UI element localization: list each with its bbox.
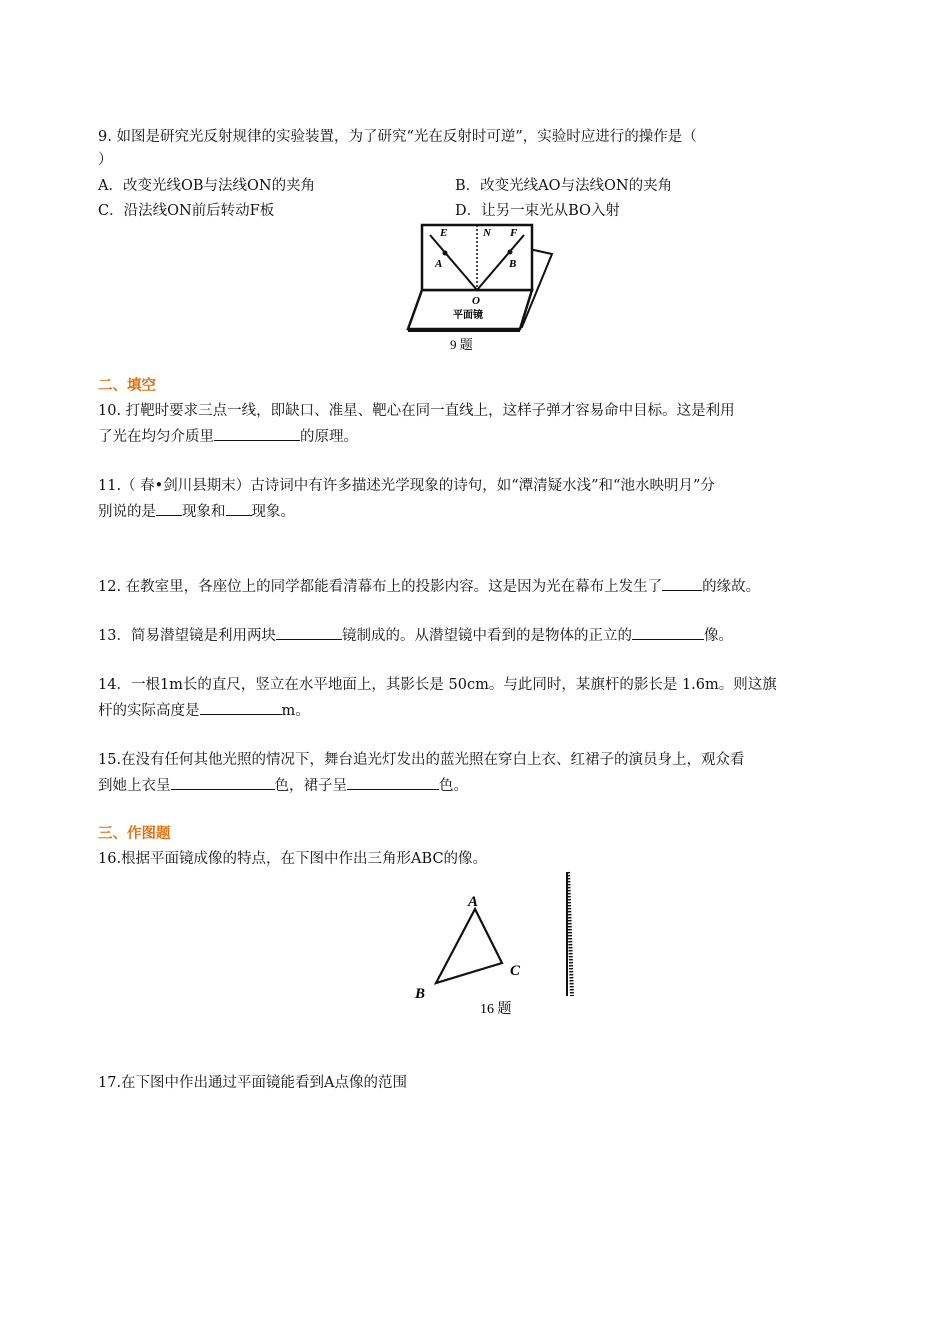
- label-o: O: [472, 295, 480, 307]
- mirror-label: 平面镜: [453, 310, 483, 321]
- label-f: F: [510, 227, 518, 239]
- text: m。: [281, 703, 310, 719]
- label-a: A: [435, 258, 443, 270]
- text: 色，裙子呈: [274, 778, 347, 794]
- answer-blank: [214, 426, 300, 441]
- label-a: A: [468, 894, 479, 910]
- answer-blank: [200, 700, 282, 715]
- q10-stem: 10. 打靶时要求三点一线，即缺口、准星、靶心在同一直线上，这样子弹才容易命中目标。这是利用: [98, 403, 735, 419]
- q14-stem: 14．一根1m长的直尺，竖立在水平地面上，其影长是 50cm。与此同时，某旗杆的影长是 1.6m。则这旗: [98, 677, 777, 693]
- text: 的原理。: [300, 429, 358, 445]
- label-b: B: [415, 986, 426, 1002]
- answer-blank: [226, 501, 252, 516]
- text: 了光在均匀介质里: [98, 429, 214, 445]
- q16-stem: 16.根据平面镜成像的特点，在下图中作出三角形ABC的像。: [98, 851, 488, 867]
- figure-caption: 9 题: [450, 337, 473, 352]
- q9-option-a: A．改变光线OB与法线ON的夹角: [98, 178, 316, 194]
- section-heading-fill-in: 二、填空: [98, 378, 156, 394]
- label-e: E: [440, 227, 448, 239]
- q9-stem: 9. 如图是研究光反射规律的实验装置，为了研究“光在反射时可逆”，实验时应进行的操作是（: [98, 129, 697, 145]
- answer-blank: [632, 625, 704, 640]
- q12-stem: [98, 576, 760, 597]
- answer-blank: [156, 501, 182, 516]
- text: 杆的实际高度是: [98, 703, 200, 719]
- text: 别说的是: [98, 504, 156, 520]
- q13-stem: [98, 625, 733, 646]
- answer-blank: [347, 775, 439, 790]
- q15-stem: 15.在没有任何其他光照的情况下，舞台追光灯发出的蓝光照在穿白上衣、红裙子的演员身上，观众看: [98, 752, 745, 768]
- answer-blank: [276, 625, 342, 640]
- q11-stem: 11.（ 春•剑川县期末）古诗词中有许多描述光学现象的诗句，如“潭清疑水浅”和“池水映明月”分: [98, 478, 715, 494]
- q9-option-b: B．改变光线AO与法线ON的夹角: [455, 178, 673, 194]
- text: 12. 在教室里，各座位上的同学都能看清幕布上的投影内容。这是因为光在幕布上发生了: [98, 579, 663, 595]
- figure-caption: 16 题: [480, 1002, 512, 1017]
- q10-stem-2: [98, 426, 358, 447]
- answer-blank: [662, 576, 702, 591]
- q11-stem-2: [98, 501, 295, 522]
- text: 现象。: [251, 504, 295, 520]
- q9-option-d: D．让另一束光从BO入射: [455, 203, 620, 219]
- text: 到她上衣呈: [98, 778, 171, 794]
- text: 现象和: [182, 504, 226, 520]
- q17-stem: 17.在下图中作出通过平面镜能看到A点像的范围: [98, 1075, 408, 1091]
- label-b: B: [509, 258, 517, 270]
- text: 13．简易潜望镜是利用两块: [98, 628, 276, 644]
- text: 像。: [703, 628, 733, 644]
- q16-triangle-mirror-figure: [400, 860, 590, 1020]
- q9-option-c: C．沿法线ON前后转动F板: [98, 203, 275, 219]
- q9-stem-end: ）: [98, 152, 113, 168]
- q15-stem-2: [98, 775, 468, 796]
- answer-blank: [171, 775, 275, 790]
- q9-reflection-apparatus-figure: [400, 222, 560, 354]
- label-c: C: [510, 963, 521, 979]
- section-heading-drawing: 三、作图题: [98, 826, 171, 842]
- text: 镜制成的。从潜望镜中看到的是物体的正立的: [341, 628, 632, 644]
- text: 的缘故。: [702, 579, 761, 595]
- q14-stem-2: [98, 700, 310, 721]
- text: 色。: [439, 778, 468, 794]
- label-n: N: [483, 227, 491, 239]
